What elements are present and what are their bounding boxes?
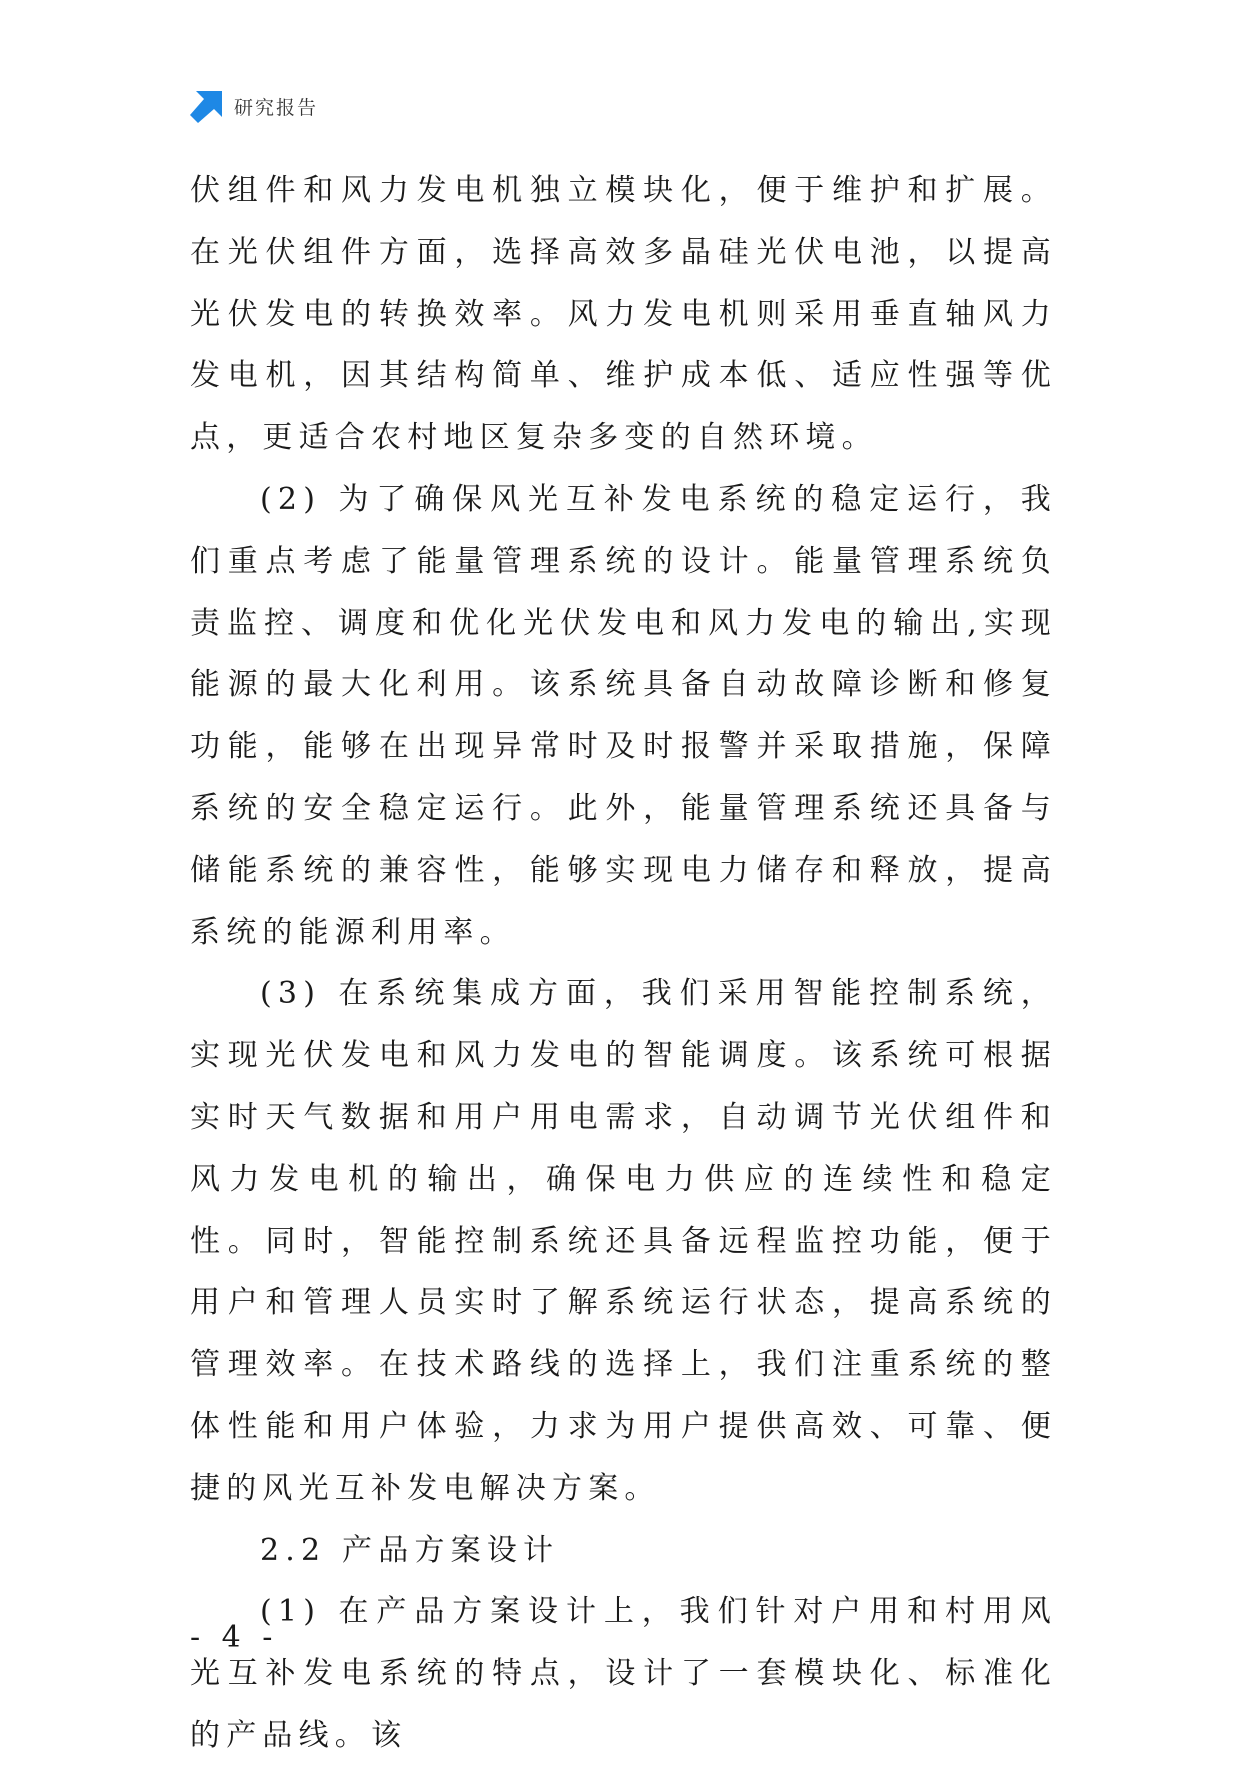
paragraph-product-design: (1) 在产品方案设计上，我们针对户用和村用风光互补发电系统的特点，设计了一套模块化、标准化的产品线。该 bbox=[190, 1594, 1057, 1753]
page-number: - 4 - bbox=[190, 1620, 279, 1655]
paragraph-system-integration: (3) 在系统集成方面，我们采用智能控制系统，实现光伏发电和风力发电的智能调度。该系统可根据实时天气数据和用户用电需求，自动调节光伏组件和风力发电机的输出，确保电力供应的连续性和稳定性。同时，智能控制系统还具备远程监控功能，便于用户和管理人员实时了解系统运行状态，提高系统的管理效率。在技术路线的选择上，我们注重系统的整体性能和用户体验，力求为用户提供高效、可靠、便捷的风光互补发电解决方案。 bbox=[190, 976, 1057, 1506]
document-body bbox=[190, 160, 1057, 1767]
paragraph-energy-management: (2) 为了确保风光互补发电系统的稳定运行，我们重点考虑了能量管理系统的设计。能量管理系统负责监控、调度和优化光伏发电和风力发电的输出,实现能源的最大化利用。该系统具备自动故障诊断和修复功能，能够在出现异常时及时报警并采取措施，保障系统的安全稳定运行。此外，能量管理系统还具备与储能系统的兼容性，能够实现电力储存和释放，提高系统的能源利用率。 bbox=[190, 481, 1057, 950]
header-title: 研究报告 bbox=[234, 96, 319, 119]
paragraph-continued: 伏组件和风力发电机独立模块化，便于维护和扩展。在光伏组件方面，选择高效多晶硅光伏电池，以提高光伏发电的转换效率。风力发电机则采用垂直轴风力发电机，因其结构简单、维护成本低、适应性强等优点，更适合农村地区复杂多变的自然环境。 bbox=[190, 173, 1057, 456]
section-heading: 2.2 产品方案设计 bbox=[260, 1532, 560, 1568]
arrow-up-right-icon bbox=[190, 89, 224, 123]
report-header bbox=[190, 88, 318, 124]
